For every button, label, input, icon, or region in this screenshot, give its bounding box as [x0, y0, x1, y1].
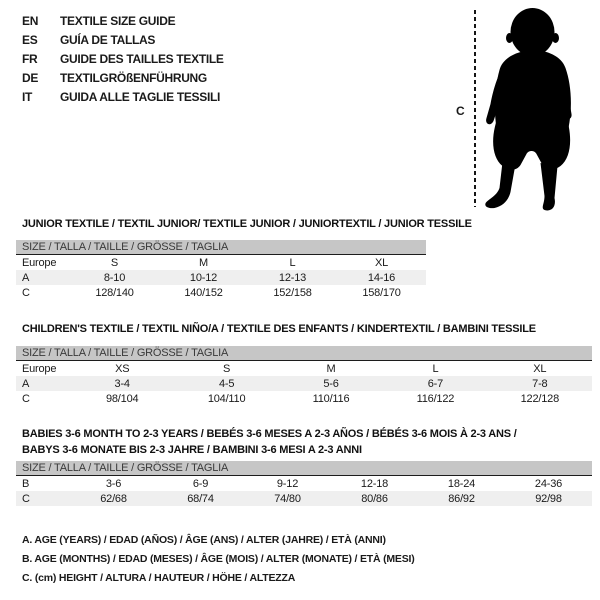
- row-label: A: [22, 271, 30, 284]
- lang-title: GUÍA DE TALLAS: [60, 32, 156, 47]
- lang-code: IT: [22, 89, 33, 104]
- cell-value: M: [326, 362, 336, 375]
- cell-value: 62/68: [100, 492, 127, 505]
- lang-row-en: [22, 11, 224, 30]
- table-row: [16, 270, 426, 285]
- table-row: [16, 391, 592, 406]
- cell-value: 5-6: [323, 377, 339, 390]
- row-label: C: [22, 392, 30, 405]
- lang-code: FR: [22, 51, 38, 66]
- size-header-bar: [16, 240, 426, 255]
- cell-value: 12-18: [360, 477, 389, 490]
- lang-row-de: [22, 68, 224, 87]
- cell-value: 3-6: [105, 477, 122, 490]
- cell-value: 98/104: [105, 392, 139, 405]
- footnote-height: C. (cm) HEIGHT / ALTURA / HAUTEUR / HÖHE / ALTEZZA: [22, 572, 296, 584]
- baby-silhouette-icon: [482, 6, 577, 211]
- lang-title: GUIDE DES TAILLES TEXTILE: [60, 51, 224, 66]
- babies-size-table: [16, 461, 592, 506]
- cell-value: 86/92: [448, 492, 475, 505]
- cell-value: 128/140: [95, 286, 134, 299]
- cell-value: 14-16: [367, 271, 396, 284]
- lang-title: TEXTILE SIZE GUIDE: [60, 13, 176, 28]
- lang-row-it: [22, 87, 224, 106]
- cell-value: 18-24: [447, 477, 476, 490]
- size-header-label: SIZE / TALLA / TAILLE / GRÖSSE / TAGLIA: [22, 462, 229, 474]
- table-row: [16, 476, 592, 491]
- cell-value: S: [223, 362, 231, 375]
- cell-value: 158/170: [362, 286, 401, 299]
- section-heading-junior: JUNIOR TEXTILE / TEXTIL JUNIOR/ TEXTILE JUNIOR / JUNIORTEXTIL / JUNIOR TESSILE: [22, 218, 472, 230]
- cell-value: 68/74: [187, 492, 214, 505]
- cell-value: XL: [533, 362, 547, 375]
- height-measure-line: [474, 10, 476, 207]
- footnote-age-years: A. AGE (YEARS) / EDAD (AÑOS) / ÂGE (ANS) / ALTER (JAHRE) / ETÀ (ANNI): [22, 534, 386, 546]
- row-label: B: [22, 477, 30, 490]
- cell-value: 152/158: [273, 286, 312, 299]
- lang-row-es: [22, 30, 224, 49]
- lang-code: DE: [22, 70, 39, 85]
- footnote-age-months: B. AGE (MONTHS) / EDAD (MESES) / ÂGE (MOIS) / ALTER (MONATE) / ETÀ (MESI): [22, 553, 415, 565]
- size-header-bar: [16, 461, 592, 476]
- cell-value: 12-13: [278, 271, 307, 284]
- table-row: [16, 285, 426, 300]
- row-label: C: [22, 286, 30, 299]
- lang-code: ES: [22, 32, 38, 47]
- cell-value: 140/152: [184, 286, 223, 299]
- lang-title: GUIDA ALLE TAGLIE TESSILI: [60, 89, 221, 104]
- footnote-block: [22, 531, 415, 588]
- cell-value: 80/86: [361, 492, 388, 505]
- cell-value: 3-4: [114, 377, 130, 390]
- cell-value: XL: [374, 256, 389, 269]
- children-size-table: [16, 346, 592, 406]
- size-header-bar: [16, 346, 592, 361]
- language-title-block: [22, 11, 224, 106]
- lang-code: EN: [22, 13, 39, 28]
- table-row: [16, 361, 592, 376]
- height-measure-label: C: [456, 104, 465, 118]
- cell-value: 104/110: [207, 392, 246, 405]
- cell-value: 74/80: [274, 492, 301, 505]
- row-label: Europe: [22, 362, 57, 375]
- cell-value: 7-8: [532, 377, 548, 390]
- cell-value: 8-10: [103, 271, 126, 284]
- cell-value: 24-36: [534, 477, 563, 490]
- cell-value: S: [110, 256, 119, 269]
- table-row: [16, 376, 592, 391]
- cell-value: 9-12: [276, 477, 299, 490]
- cell-value: XS: [115, 362, 130, 375]
- cell-value: M: [199, 256, 208, 269]
- table-row: [16, 491, 592, 506]
- lang-title: TEXTILGRÖßENFÜHRUNG: [60, 70, 207, 85]
- row-label: Europe: [22, 256, 57, 269]
- lang-row-fr: [22, 49, 224, 68]
- cell-value: 6-7: [427, 377, 444, 390]
- babies-heading-line1: BABIES 3-6 MONTH TO 2-3 YEARS / BEBÉS 3-6 MESES A 2-3 AÑOS / BÉBÉS 3-6 MOIS À 2-3 ANS /: [22, 428, 517, 440]
- cell-value: 122/128: [520, 392, 560, 405]
- cell-value: L: [289, 256, 296, 269]
- cell-value: L: [432, 362, 439, 375]
- babies-heading-line2: BABYS 3-6 MONATE BIS 2-3 JAHRE / BAMBINI 3-6 MESI A 2-3 ANNI: [22, 444, 362, 456]
- cell-value: 6-9: [192, 477, 209, 490]
- cell-value: 4-5: [218, 377, 235, 390]
- baby-figure: [450, 0, 600, 220]
- row-label: C: [22, 492, 30, 505]
- size-header-label: SIZE / TALLA / TAILLE / GRÖSSE / TAGLIA: [22, 241, 229, 253]
- section-heading-babies: [22, 426, 582, 458]
- junior-size-table: [16, 240, 426, 300]
- row-label: A: [22, 377, 30, 390]
- cell-value: 10-12: [189, 271, 218, 284]
- cell-value: 92/98: [535, 492, 562, 505]
- table-row: [16, 255, 426, 270]
- section-heading-children: CHILDREN'S TEXTILE / TEXTIL NIÑO/A / TEXTILE DES ENFANTS / KINDERTEXTIL / BAMBINI TESSILE: [22, 323, 536, 335]
- cell-value: 116/122: [416, 392, 455, 405]
- cell-value: 110/116: [312, 392, 350, 405]
- size-header-label: SIZE / TALLA / TAILLE / GRÖSSE / TAGLIA: [22, 347, 229, 359]
